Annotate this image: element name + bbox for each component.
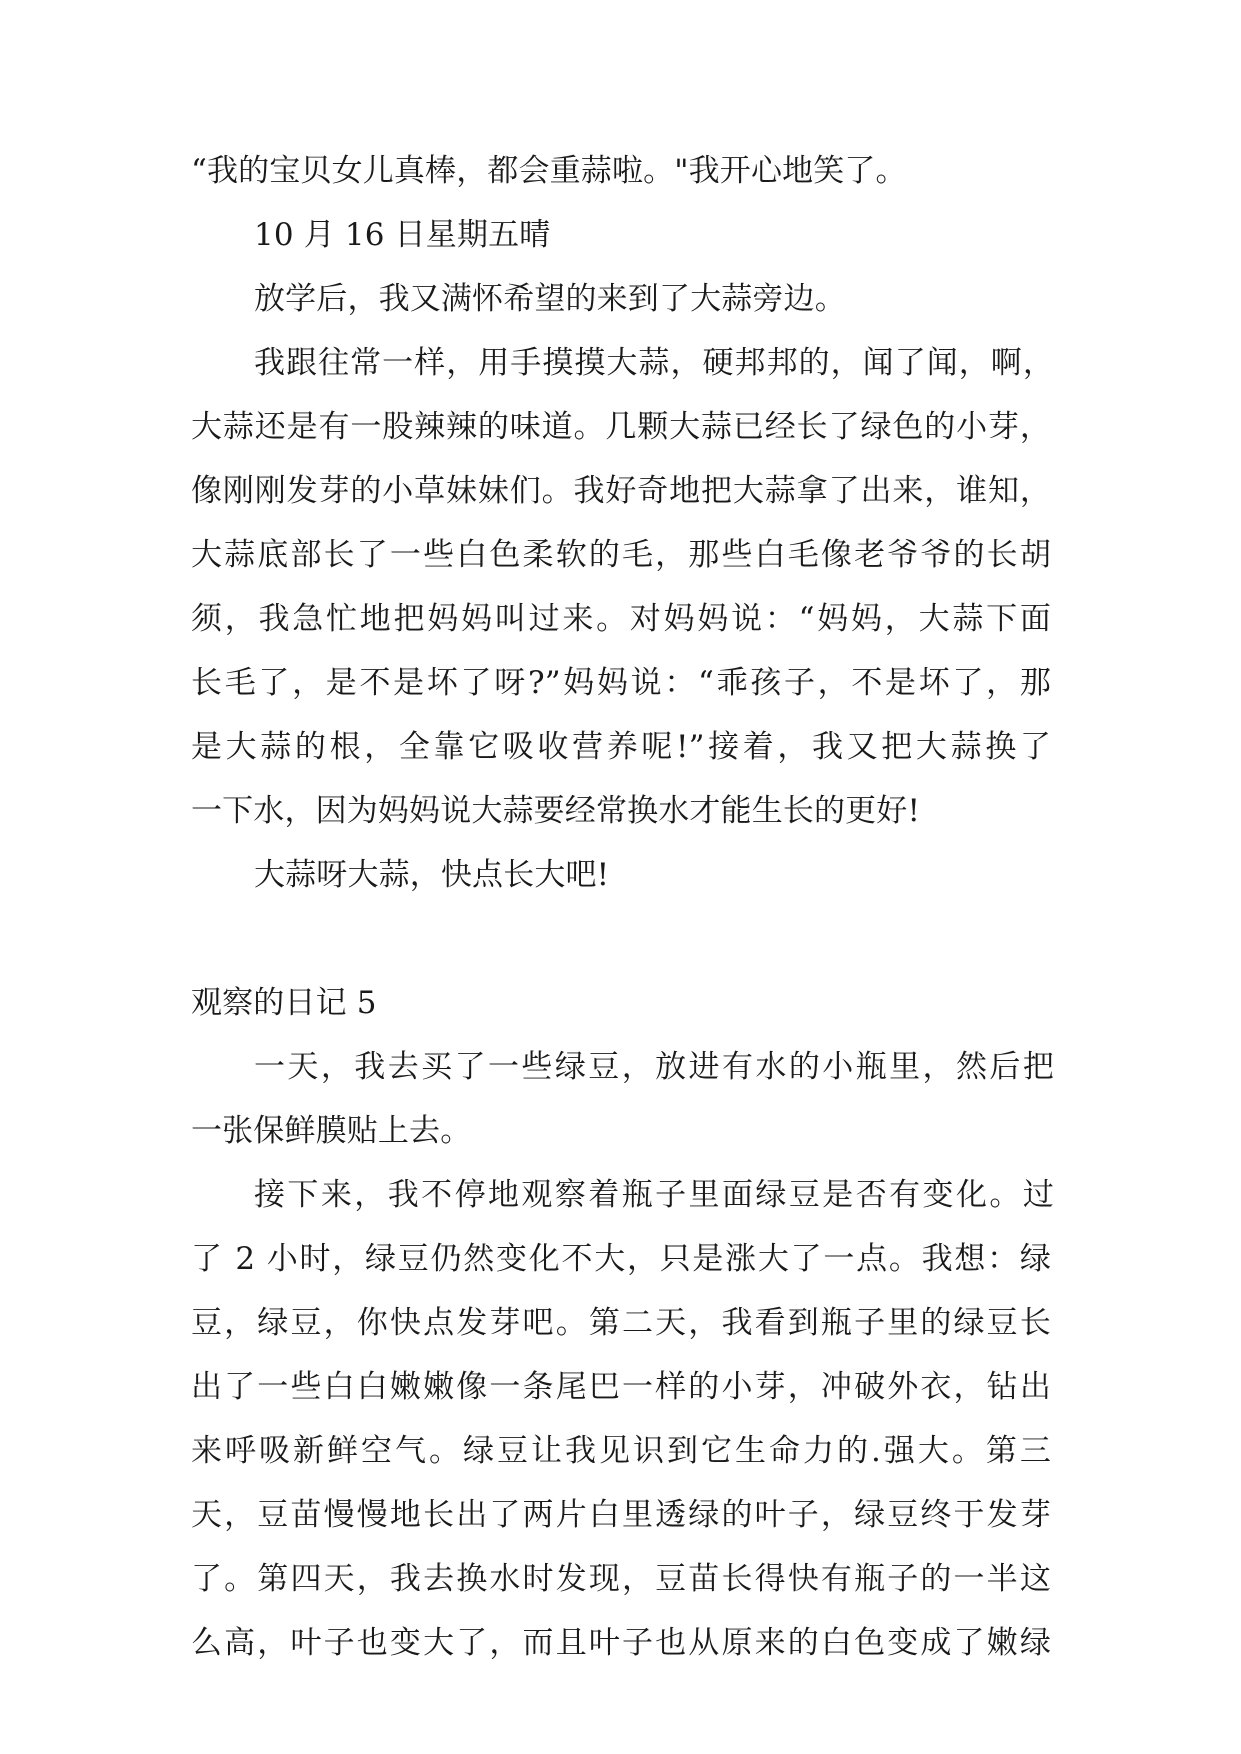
text-line: 天，豆苗慢慢地长出了两片白里透绿的叶子，绿豆终于发芽 [191, 1497, 1051, 1533]
diary-date: 10 月 16 日星期五晴 [254, 217, 551, 253]
text-line: 了 2 小时，绿豆仍然变化不大，只是涨大了一点。我想：绿 [191, 1241, 1051, 1277]
section-title: 观察的日记 5 [191, 985, 377, 1021]
text-line: “我的宝贝女儿真棒，都会重蒜啦。"我开心地笑了。 [191, 153, 907, 189]
text-line: 一天，我去买了一些绿豆，放进有水的小瓶里，然后把 [254, 1049, 1054, 1085]
text-line: 我跟往常一样，用手摸摸大蒜，硬邦邦的，闻了闻，啊， [254, 345, 1054, 381]
text-line: 像刚刚发芽的小草妹妹们。我好奇地把大蒜拿了出来，谁知， [191, 473, 1051, 509]
text-line: 了。第四天，我去换水时发现，豆苗长得快有瓶子的一半这 [191, 1561, 1051, 1597]
text-line: 来呼吸新鲜空气。绿豆让我见识到它生命力的.强大。第三 [191, 1433, 1051, 1469]
text-line: 大蒜还是有一股辣辣的味道。几颗大蒜已经长了绿色的小芽， [191, 409, 1051, 445]
text-line: 接下来，我不停地观察着瓶子里面绿豆是否有变化。过 [254, 1177, 1054, 1213]
text-line: 大蒜呀大蒜，快点长大吧! [254, 857, 610, 893]
text-line: 豆，绿豆，你快点发芽吧。第二天，我看到瓶子里的绿豆长 [191, 1305, 1051, 1341]
text-line: 是大蒜的根，全靠它吸收营养呢!”接着，我又把大蒜换了 [191, 729, 1051, 765]
text-line: 须，我急忙地把妈妈叫过来。对妈妈说：“妈妈，大蒜下面 [191, 601, 1051, 637]
text-line: 放学后，我又满怀希望的来到了大蒜旁边。 [254, 281, 846, 317]
text-line: 一张保鲜膜贴上去。 [191, 1113, 472, 1149]
text-line: 一下水，因为妈妈说大蒜要经常换水才能生长的更好! [191, 793, 921, 829]
text-line: 大蒜底部长了一些白色柔软的毛，那些白毛像老爷爷的长胡 [191, 537, 1051, 573]
text-line: 出了一些白白嫩嫩像一条尾巴一样的小芽，冲破外衣，钻出 [191, 1369, 1051, 1405]
text-line: 长毛了，是不是坏了呀?”妈妈说：“乖孩子，不是坏了，那 [191, 665, 1051, 701]
text-line: 么高，叶子也变大了，而且叶子也从原来的白色变成了嫩绿 [191, 1625, 1051, 1661]
